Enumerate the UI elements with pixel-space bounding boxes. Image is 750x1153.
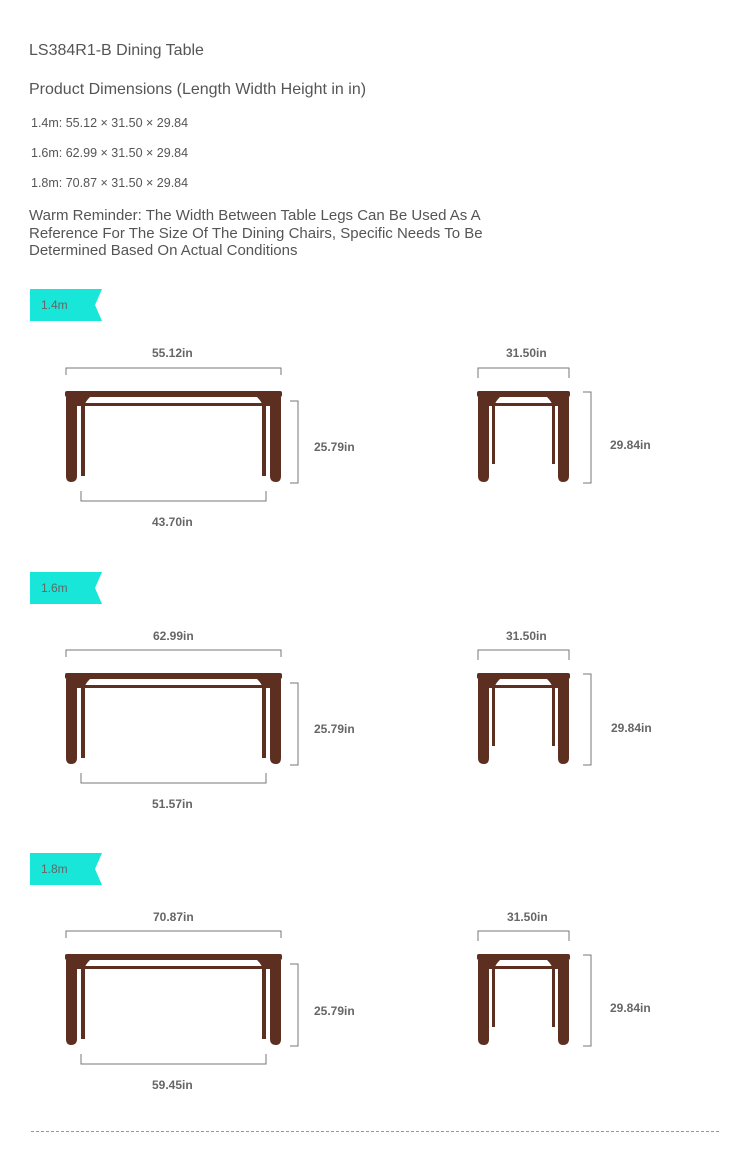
front-view-table	[65, 391, 282, 482]
side-view-table	[477, 391, 570, 482]
warm-reminder	[29, 207, 529, 260]
side-width-label: 31.50in	[506, 346, 547, 360]
section-1-8m	[0, 903, 750, 1143]
side-height-label: 29.84in	[611, 721, 652, 735]
front-view-table	[65, 954, 282, 1045]
section-1-6m	[0, 622, 750, 862]
section-1-4m	[0, 340, 750, 580]
reminder-line: Determined Based On Actual Conditions	[29, 242, 298, 259]
badge-label: 1.6m	[41, 581, 68, 595]
dimension-line-1-4m: 1.4m: 55.12 × 31.50 × 29.84	[31, 116, 189, 130]
dimension-lines	[66, 931, 591, 1064]
table-drawings	[0, 903, 750, 1143]
table-drawings	[0, 340, 750, 580]
front-length-label: 55.12in	[152, 346, 193, 360]
front-length-label: 62.99in	[153, 629, 194, 643]
badge-label: 1.8m	[41, 862, 68, 876]
dashed-divider	[31, 1131, 719, 1132]
front-view-table	[65, 673, 282, 764]
side-width-label: 31.50in	[507, 910, 548, 924]
reminder-line: Reference For The Size Of The Dining Chairs, Specific Needs To Be	[29, 224, 483, 242]
dimensions-heading: Product Dimensions (Length Width Height in in)	[29, 81, 367, 98]
side-view-table	[477, 673, 570, 764]
table-drawings	[0, 622, 750, 862]
dimension-lines	[66, 650, 591, 783]
dimension-line-1-6m: 1.6m: 62.99 × 31.50 × 29.84	[31, 146, 189, 160]
side-view-table	[477, 954, 570, 1045]
side-height-label: 29.84in	[610, 1001, 651, 1015]
leg-gap-label: 59.45in	[152, 1078, 193, 1092]
side-width-label: 31.50in	[506, 629, 547, 643]
side-height-label: 29.84in	[610, 438, 651, 452]
product-title: LS384R1-B Dining Table	[29, 42, 204, 59]
dimension-lines	[66, 368, 591, 501]
badge-1-4m	[30, 289, 102, 321]
leg-gap-label: 51.57in	[152, 797, 193, 811]
badge-label: 1.4m	[41, 298, 68, 312]
front-height-label: 25.79in	[314, 722, 355, 736]
front-length-label: 70.87in	[153, 910, 194, 924]
leg-gap-label: 43.70in	[152, 515, 193, 529]
front-height-label: 25.79in	[314, 1004, 355, 1018]
front-height-label: 25.79in	[314, 440, 355, 454]
dimension-line-1-8m: 1.8m: 70.87 × 31.50 × 29.84	[31, 176, 189, 190]
reminder-line: Warm Reminder: The Width Between Table Legs Can Be Used As A	[29, 207, 481, 224]
